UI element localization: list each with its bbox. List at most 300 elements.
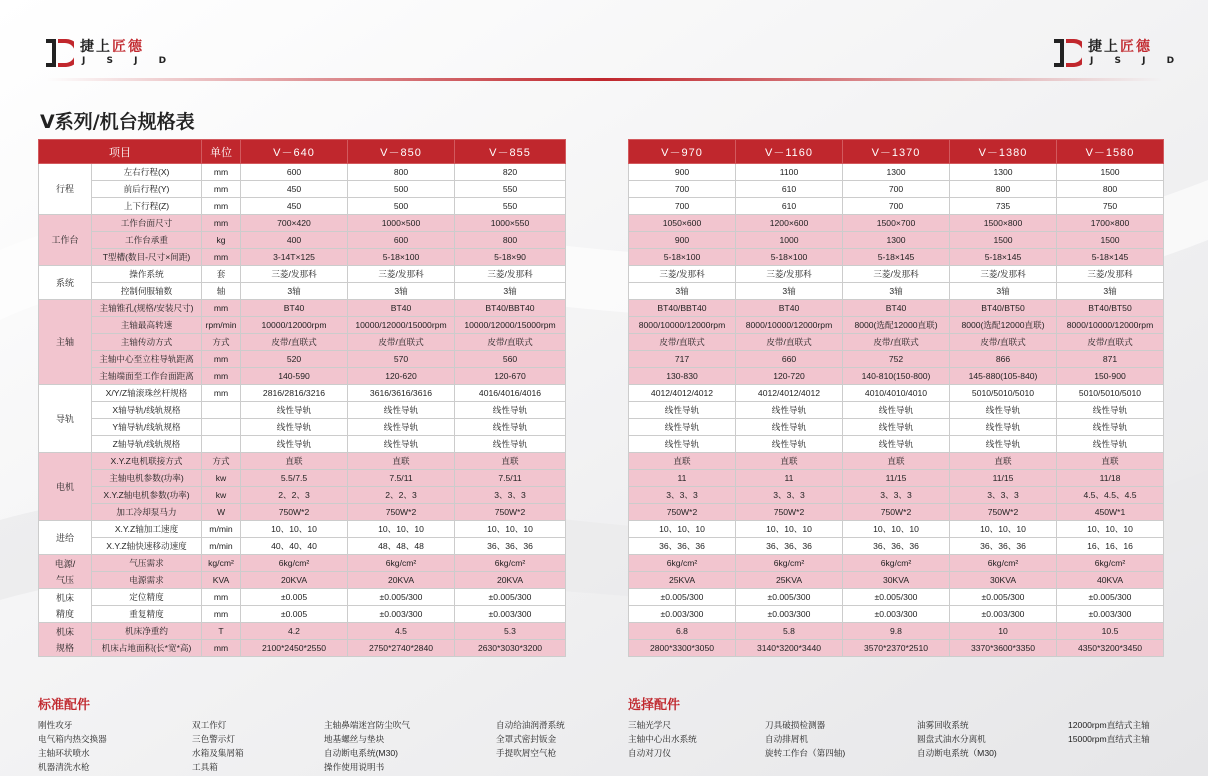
standard-accessory-item: 机器清洗水枪 (38, 762, 90, 772)
optional-accessory-item: 自动排屑机 (765, 734, 808, 744)
table-cell: 定位精度 (92, 589, 202, 606)
table-cell: 直联 (1057, 453, 1164, 470)
table-cell: kg/cm² (202, 555, 241, 572)
table-row (629, 470, 1164, 487)
table-cell: 2100*2450*2550 (241, 640, 348, 657)
table-cell: 主轴电机参数(功率) (92, 470, 202, 487)
brand-letters: J S J D (1090, 56, 1184, 66)
table-cell: 操作系统 (92, 266, 202, 283)
table-cell: ±0.003/300 (843, 606, 950, 623)
table-cell: 线性导轨 (348, 436, 455, 453)
table-cell: 150-900 (1057, 368, 1164, 385)
table-cell: 10 (950, 623, 1057, 640)
spec-table-left (38, 139, 566, 657)
table-cell: 900 (629, 232, 736, 249)
table-cell: mm (202, 385, 241, 402)
table-cell: 8000/10000/12000rpm (736, 317, 843, 334)
table-cell: 4.5、4.5、4.5 (1057, 487, 1164, 504)
table-cell: 3轴 (241, 283, 348, 300)
group-label: 机床 规格 (39, 623, 92, 657)
table-cell: 871 (1057, 351, 1164, 368)
table-cell: mm (202, 606, 241, 623)
table-row (39, 198, 566, 215)
table-cell: 6kg/cm² (950, 555, 1057, 572)
table-cell: 皮带/直联式 (455, 334, 566, 351)
jsjd-logo-icon (1052, 36, 1082, 70)
table-cell: ±0.003/300 (1057, 606, 1164, 623)
table-row (629, 453, 1164, 470)
brand-name-red: 匠德 (1120, 39, 1152, 55)
table-cell: 线性导轨 (950, 402, 1057, 419)
table-cell: 140-810(150-800) (843, 368, 950, 385)
table-cell: 40KVA (1057, 572, 1164, 589)
table-cell: 750W*2 (241, 504, 348, 521)
table-cell: 735 (950, 198, 1057, 215)
spec-table-right (628, 139, 1164, 657)
table-cell: 线性导轨 (1057, 436, 1164, 453)
column-header: V－855 (455, 140, 566, 164)
standard-accessory-item: 操作使用说明书 (324, 762, 385, 772)
table-cell: 线性导轨 (1057, 402, 1164, 419)
optional-accessory-item: 自动对刀仪 (628, 748, 671, 758)
table-row (629, 266, 1164, 283)
table-cell: 3、3、3 (843, 487, 950, 504)
table-cell: BT40/BBT40 (629, 300, 736, 317)
table-cell: 线性导轨 (348, 402, 455, 419)
table-cell: 36、36、36 (950, 538, 1057, 555)
table-cell: 10、10、10 (455, 521, 566, 538)
table-cell: 三菱/发那科 (629, 266, 736, 283)
table-cell: 11 (736, 470, 843, 487)
table-cell: 800 (455, 232, 566, 249)
table-cell: 主轴最高转速 (92, 317, 202, 334)
table-cell: 线性导轨 (241, 419, 348, 436)
table-cell: 加工冷却泵马力 (92, 504, 202, 521)
table-cell: 1000×550 (455, 215, 566, 232)
table-cell: 皮带/直联式 (348, 334, 455, 351)
table-cell: 660 (736, 351, 843, 368)
table-cell: Y轴导轨/线轨规格 (92, 419, 202, 436)
table-cell: mm (202, 198, 241, 215)
table-row (39, 589, 566, 606)
table-cell: 皮带/直联式 (241, 334, 348, 351)
table-cell: ±0.005/300 (629, 589, 736, 606)
table-cell: 重复精度 (92, 606, 202, 623)
table-cell: 5.5/7.5 (241, 470, 348, 487)
group-label: 行程 (39, 164, 92, 215)
table-cell: 三菱/发那科 (455, 266, 566, 283)
table-cell: mm (202, 368, 241, 385)
table-cell: 10000/12000/15000rpm (348, 317, 455, 334)
brand-name-black: 捷上 (1088, 39, 1120, 55)
table-cell: 4.5 (348, 623, 455, 640)
table-row (629, 368, 1164, 385)
table-cell: X.Y.Z电机联接方式 (92, 453, 202, 470)
table-row (39, 640, 566, 657)
table-cell: 16、16、16 (1057, 538, 1164, 555)
table-cell: 750 (1057, 198, 1164, 215)
table-cell: 5.3 (455, 623, 566, 640)
table-cell: 左右行程(X) (92, 164, 202, 181)
table-cell: X/Y/Z轴滚珠丝杆规格 (92, 385, 202, 402)
table-row (39, 555, 566, 572)
table-cell: ±0.003/300 (736, 606, 843, 623)
table-cell: 10、10、10 (1057, 521, 1164, 538)
table-cell: 3616/3616/3616 (348, 385, 455, 402)
table-cell: 线性导轨 (629, 436, 736, 453)
table-cell: 700 (629, 181, 736, 198)
table-cell: kw (202, 487, 241, 504)
table-cell: 10、10、10 (736, 521, 843, 538)
table-cell: 线性导轨 (843, 436, 950, 453)
column-header: V－1580 (1057, 140, 1164, 164)
brand-name-black: 捷上 (80, 39, 112, 55)
table-cell: 前后行程(Y) (92, 181, 202, 198)
table-cell: 700 (629, 198, 736, 215)
table-cell: 10000/12000rpm (241, 317, 348, 334)
table-cell: 线性导轨 (1057, 419, 1164, 436)
table-cell: 20KVA (241, 572, 348, 589)
table-row (39, 164, 566, 181)
table-cell: 1500 (1057, 232, 1164, 249)
table-cell: 610 (736, 181, 843, 198)
table-cell: 皮带/直联式 (629, 334, 736, 351)
table-cell: X.Y.Z轴快速移动速度 (92, 538, 202, 555)
table-cell: 140-590 (241, 368, 348, 385)
table-cell: 1000 (736, 232, 843, 249)
table-cell: Z轴导轨/线轨规格 (92, 436, 202, 453)
table-cell: ±0.005/300 (950, 589, 1057, 606)
standard-accessory-item: 工具箱 (192, 762, 218, 772)
table-cell: 线性导轨 (843, 419, 950, 436)
table-cell: 750W*2 (348, 504, 455, 521)
table-cell: 25KVA (629, 572, 736, 589)
table-cell: ±0.005/300 (843, 589, 950, 606)
table-cell: 48、48、48 (348, 538, 455, 555)
table-cell: 1300 (843, 164, 950, 181)
table-cell: 4012/4012/4012 (629, 385, 736, 402)
table-cell: ±0.005/300 (1057, 589, 1164, 606)
table-cell: ±0.005 (241, 589, 348, 606)
table-cell: 120-620 (348, 368, 455, 385)
table-cell: 500 (348, 198, 455, 215)
table-cell: 主轴锥孔(规格/安装尺寸) (92, 300, 202, 317)
table-cell: 10、10、10 (629, 521, 736, 538)
column-header: 单位 (202, 140, 241, 164)
table-cell: 6kg/cm² (455, 555, 566, 572)
table-cell: 3-14T×125 (241, 249, 348, 266)
table-cell: 3轴 (736, 283, 843, 300)
standard-accessory-item: 地基螺丝与垫块 (324, 734, 385, 744)
table-cell: 3轴 (1057, 283, 1164, 300)
table-cell: 5.8 (736, 623, 843, 640)
table-cell: 520 (241, 351, 348, 368)
table-cell: 线性导轨 (348, 419, 455, 436)
table-cell: 6.8 (629, 623, 736, 640)
table-row (39, 181, 566, 198)
table-cell: 8000/10000/12000rpm (1057, 317, 1164, 334)
standard-accessory-item: 手提吹屑空气枪 (496, 748, 557, 758)
standard-accessory-column (496, 718, 565, 760)
table-row (629, 317, 1164, 334)
table-cell: 400 (241, 232, 348, 249)
group-label: 导轨 (39, 385, 92, 453)
standard-accessories-title: 标准配件 (38, 698, 91, 713)
table-cell: 5-18×100 (629, 249, 736, 266)
table-cell: mm (202, 249, 241, 266)
optional-accessory-item: 15000rpm直结式主轴 (1068, 734, 1150, 744)
table-row (629, 385, 1164, 402)
table-cell: 820 (455, 164, 566, 181)
table-row (39, 538, 566, 555)
table-cell: 线性导轨 (455, 402, 566, 419)
table-cell: 11/15 (950, 470, 1057, 487)
optional-accessory-item: 自动断电系统（M30) (917, 748, 997, 758)
table-cell: 10、10、10 (241, 521, 348, 538)
table-cell: 6kg/cm² (843, 555, 950, 572)
table-cell: 1500 (1057, 164, 1164, 181)
table-cell: X.Y.Z轴电机参数(功率) (92, 487, 202, 504)
standard-accessory-item: 主轴环状喷水 (38, 748, 90, 758)
brand-letters: J S J D (82, 56, 176, 66)
optional-accessory-item: 刀具破损检测器 (765, 720, 826, 730)
table-row (629, 436, 1164, 453)
table-cell: 2750*2740*2840 (348, 640, 455, 657)
table-row (629, 555, 1164, 572)
group-label: 工作台 (39, 215, 92, 266)
table-cell: 610 (736, 198, 843, 215)
column-header: V－640 (241, 140, 348, 164)
table-cell: 三菱/发那科 (348, 266, 455, 283)
table-cell: 8000/10000/12000rpm (629, 317, 736, 334)
table-row (629, 402, 1164, 419)
table-cell: 1300 (950, 164, 1057, 181)
table-cell: 600 (348, 232, 455, 249)
table-cell: ±0.005 (241, 606, 348, 623)
table-cell: 3370*3600*3350 (950, 640, 1057, 657)
table-cell: 120-720 (736, 368, 843, 385)
table-row (39, 300, 566, 317)
table-cell: 1050×600 (629, 215, 736, 232)
table-cell: 2、2、3 (348, 487, 455, 504)
table-row (39, 317, 566, 334)
table-row (39, 504, 566, 521)
standard-accessory-item: 三色警示灯 (192, 734, 235, 744)
table-cell: 5-18×145 (950, 249, 1057, 266)
optional-accessory-item: 油雾回收系统 (917, 720, 969, 730)
table-cell: 36、36、36 (736, 538, 843, 555)
table-cell: 8000(选配12000直联) (950, 317, 1057, 334)
table-cell: 1200×600 (736, 215, 843, 232)
table-cell: 570 (348, 351, 455, 368)
table-cell: W (202, 504, 241, 521)
table-cell: 直联 (455, 453, 566, 470)
table-cell: kw (202, 470, 241, 487)
table-cell: 3轴 (950, 283, 1057, 300)
standard-accessory-item: 双工作灯 (192, 720, 227, 730)
table-row (39, 487, 566, 504)
table-cell: 线性导轨 (241, 436, 348, 453)
group-label: 机床 精度 (39, 589, 92, 623)
header-divider (46, 78, 1162, 81)
standard-accessory-column (38, 718, 107, 774)
table-cell: ±0.003/300 (455, 606, 566, 623)
table-cell: 6kg/cm² (241, 555, 348, 572)
table-row (629, 589, 1164, 606)
table-cell: 5010/5010/5010 (1057, 385, 1164, 402)
table-cell: 轴 (202, 283, 241, 300)
table-cell: 皮带/直联式 (950, 334, 1057, 351)
table-cell: 800 (950, 181, 1057, 198)
standard-accessory-column (324, 718, 410, 774)
table-cell: 4012/4012/4012 (736, 385, 843, 402)
table-cell: 三菱/发那科 (736, 266, 843, 283)
table-cell: 主轴中心至立柱导轨距离 (92, 351, 202, 368)
table-cell: 3、3、3 (629, 487, 736, 504)
table-cell: KVA (202, 572, 241, 589)
table-cell: ±0.003/300 (629, 606, 736, 623)
table-cell: 工作台面尺寸 (92, 215, 202, 232)
table-cell: kg (202, 232, 241, 249)
table-cell: 机床占地面积(长*宽*高) (92, 640, 202, 657)
table-cell: 机床净重约 (92, 623, 202, 640)
table-cell: 750W*2 (629, 504, 736, 521)
column-header: V－1380 (950, 140, 1057, 164)
table-row (39, 453, 566, 470)
table-cell: 3、3、3 (455, 487, 566, 504)
table-row (39, 623, 566, 640)
group-label: 电源/ 气压 (39, 555, 92, 589)
table-cell: ±0.003/300 (348, 606, 455, 623)
table-cell: 560 (455, 351, 566, 368)
table-cell: 600 (241, 164, 348, 181)
table-cell: 700 (843, 198, 950, 215)
table-row (629, 572, 1164, 589)
table-cell: 7.5/11 (455, 470, 566, 487)
table-cell: 450W*1 (1057, 504, 1164, 521)
table-row (39, 436, 566, 453)
table-cell: 7.5/11 (348, 470, 455, 487)
column-header: V－1160 (736, 140, 843, 164)
table-cell: 750W*2 (843, 504, 950, 521)
table-cell: 36、36、36 (629, 538, 736, 555)
table-row (629, 283, 1164, 300)
table-cell: 2800*3300*3050 (629, 640, 736, 657)
column-header: 项目 (39, 140, 202, 164)
optional-accessory-item: 12000rpm直结式主轴 (1068, 720, 1150, 730)
table-cell (202, 436, 241, 453)
table-cell: 700 (843, 181, 950, 198)
table-cell: 电源需求 (92, 572, 202, 589)
table-cell: 20KVA (455, 572, 566, 589)
optional-accessory-item: 旋转工作台（第四轴) (765, 748, 846, 758)
table-cell: 40、40、40 (241, 538, 348, 555)
table-cell: BT40 (736, 300, 843, 317)
table-cell: 3轴 (629, 283, 736, 300)
table-cell: 工作台承重 (92, 232, 202, 249)
table-cell: 1100 (736, 164, 843, 181)
table-cell: 10、10、10 (950, 521, 1057, 538)
table-cell: 5-18×90 (455, 249, 566, 266)
optional-accessory-column (628, 718, 697, 760)
table-row (39, 334, 566, 351)
table-cell: mm (202, 215, 241, 232)
table-cell: 1500 (950, 232, 1057, 249)
table-cell: 线性导轨 (455, 419, 566, 436)
table-cell: 2、2、3 (241, 487, 348, 504)
table-cell: 750W*2 (736, 504, 843, 521)
table-cell: 5-18×145 (1057, 249, 1164, 266)
table-cell: 套 (202, 266, 241, 283)
table-cell: BT40/BT50 (950, 300, 1057, 317)
table-row (39, 606, 566, 623)
table-cell: 36、36、36 (455, 538, 566, 555)
table-cell: BT40/BT50 (1057, 300, 1164, 317)
table-cell: 5010/5010/5010 (950, 385, 1057, 402)
table-cell (202, 402, 241, 419)
table-row (629, 351, 1164, 368)
table-cell: ±0.005/300 (348, 589, 455, 606)
table-row (629, 164, 1164, 181)
table-cell: 450 (241, 198, 348, 215)
table-cell: 三菱/发那科 (241, 266, 348, 283)
standard-accessory-item: 自动断电系统(M30) (324, 748, 399, 758)
table-row (39, 368, 566, 385)
table-row (629, 538, 1164, 555)
table-cell: 1300 (843, 232, 950, 249)
table-cell: 线性导轨 (736, 402, 843, 419)
table-cell: 主轴传动方式 (92, 334, 202, 351)
brand-name-red: 匠德 (112, 39, 144, 55)
table-cell: 3570*2370*2510 (843, 640, 950, 657)
table-row (39, 283, 566, 300)
table-cell: mm (202, 351, 241, 368)
table-cell: m/min (202, 538, 241, 555)
table-cell: 8000(选配12000直联) (843, 317, 950, 334)
column-header: V－850 (348, 140, 455, 164)
optional-accessory-column (765, 718, 845, 760)
standard-accessory-column (192, 718, 244, 774)
group-label: 电机 (39, 453, 92, 521)
table-cell: mm (202, 164, 241, 181)
table-cell: 皮带/直联式 (1057, 334, 1164, 351)
table-cell: X.Y.Z轴加工速度 (92, 521, 202, 538)
table-row (629, 623, 1164, 640)
table-cell: 6kg/cm² (1057, 555, 1164, 572)
table-row (39, 232, 566, 249)
table-cell: X轴导轨/线轨规格 (92, 402, 202, 419)
table-cell: 750W*2 (950, 504, 1057, 521)
table-cell: BT40 (348, 300, 455, 317)
table-row (39, 419, 566, 436)
table-row (629, 181, 1164, 198)
table-cell: 11/18 (1057, 470, 1164, 487)
table-cell: mm (202, 640, 241, 657)
table-cell: 10000/12000/15000rpm (455, 317, 566, 334)
table-cell: mm (202, 181, 241, 198)
table-cell: 3、3、3 (950, 487, 1057, 504)
table-cell: 750W*2 (455, 504, 566, 521)
group-label: 进给 (39, 521, 92, 555)
table-cell: 3轴 (348, 283, 455, 300)
table-row (39, 266, 566, 283)
table-cell: 10.5 (1057, 623, 1164, 640)
table-cell: T (202, 623, 241, 640)
table-cell: 4.2 (241, 623, 348, 640)
table-cell: 主轴端面至工作台面距离 (92, 368, 202, 385)
table-cell: 线性导轨 (455, 436, 566, 453)
table-cell: 控制伺服轴数 (92, 283, 202, 300)
